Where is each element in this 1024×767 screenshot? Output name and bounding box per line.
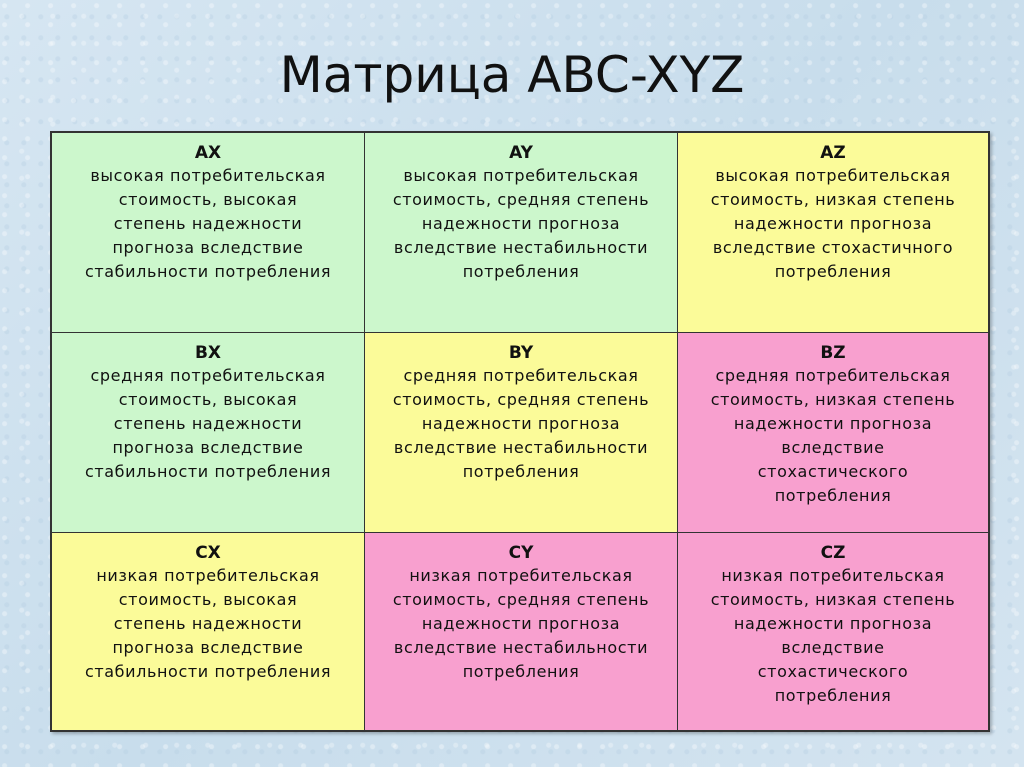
- matrix-cell-cx: [52, 533, 365, 730]
- cell-description: высокая потребительская стоимость, низкая степень надежности прогноза вследствие стохастичного потребления: [710, 166, 956, 281]
- cell-description: высокая потребительская стоимость, средняя степень надежности прогноза вследствие нестабильности потребления: [392, 166, 650, 281]
- matrix-cell-cz: [678, 533, 988, 730]
- cell-description: средняя потребительская стоимость, высокая степень надежности прогноза вследствие стабильности потребления: [84, 366, 332, 481]
- matrix-cell-az: [678, 133, 988, 333]
- cell-code: BX: [194, 343, 222, 363]
- matrix-cell-cy: [365, 533, 678, 730]
- matrix-cell-bz: [678, 333, 988, 533]
- cell-code: CX: [195, 543, 221, 563]
- cell-description: средняя потребительская стоимость, средняя степень надежности прогноза вследствие нестабильности потребления: [392, 366, 650, 481]
- cell-code: AZ: [820, 143, 846, 163]
- cell-code: BZ: [820, 343, 846, 363]
- cell-code: CY: [508, 543, 534, 563]
- cell-description: средняя потребительская стоимость, низкая степень надежности прогноза вследствие стохастического потребления: [710, 366, 956, 505]
- cell-code: AX: [194, 143, 222, 163]
- slide-title: Матрица ABC-XYZ: [279, 46, 745, 104]
- matrix-cell-bx: [52, 333, 365, 533]
- cell-description: низкая потребительская стоимость, высокая степень надежности прогноза вследствие стабильности потребления: [84, 566, 332, 681]
- matrix-cell-by: [365, 333, 678, 533]
- cell-code: AY: [509, 143, 533, 163]
- cell-description: высокая потребительская стоимость, высокая степень надежности прогноза вследствие стабильности потребления: [84, 166, 332, 281]
- cell-description: низкая потребительская стоимость, средняя степень надежности прогноза вследствие нестабильности потребления: [392, 566, 650, 681]
- abc-xyz-matrix: [50, 131, 990, 732]
- matrix-cell-ax: [52, 133, 365, 333]
- cell-code: CZ: [820, 543, 846, 563]
- cell-description: низкая потребительская стоимость, низкая степень надежности прогноза вследствие стохастического потребления: [710, 566, 956, 705]
- matrix-cell-ay: [365, 133, 678, 333]
- cell-code: BY: [508, 343, 534, 363]
